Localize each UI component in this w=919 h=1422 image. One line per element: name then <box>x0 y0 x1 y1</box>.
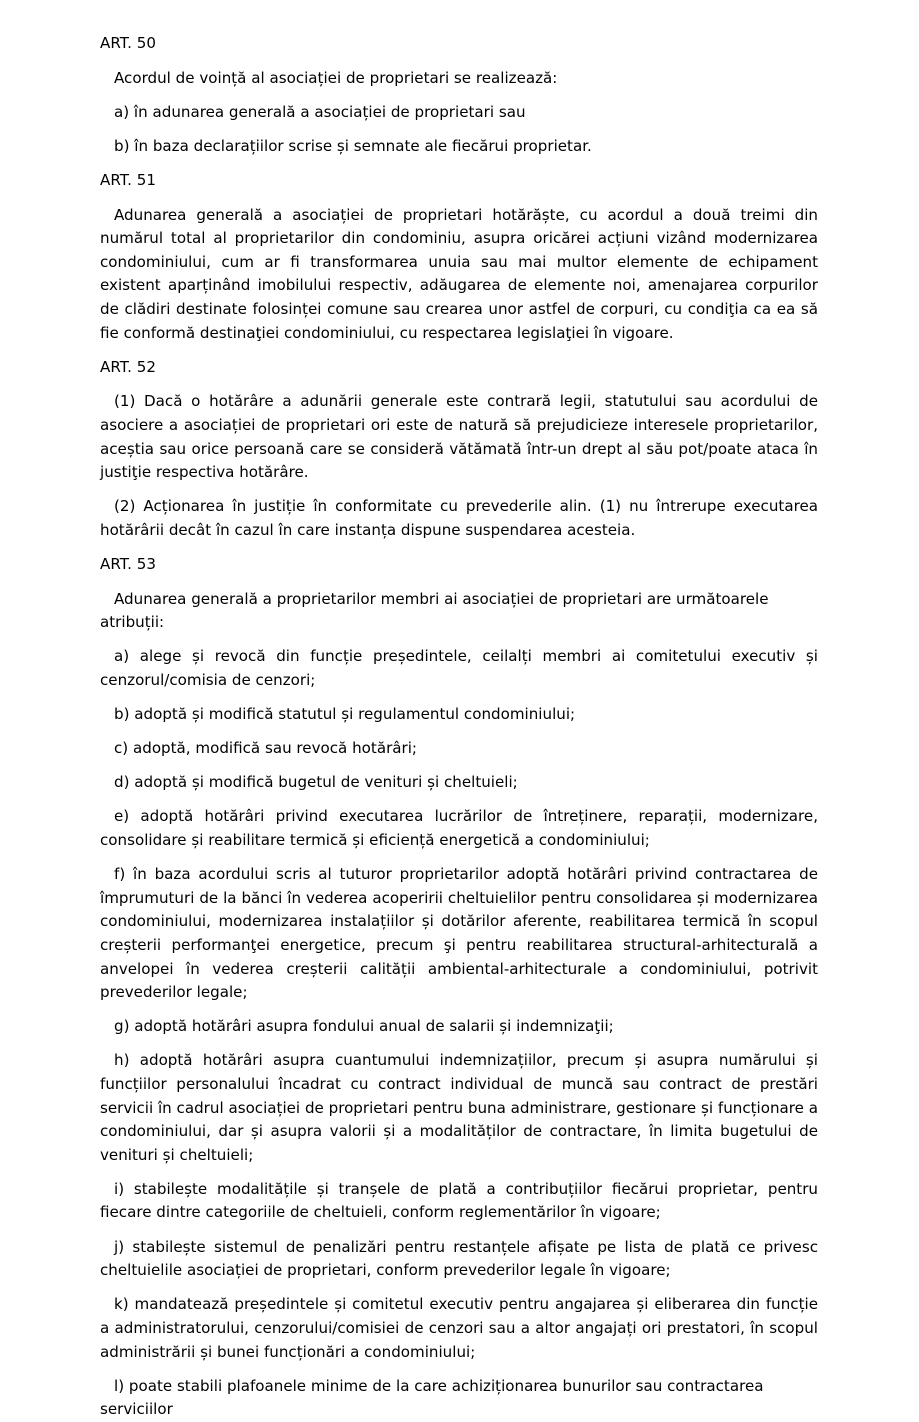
paragraph-art-53-item-f: f) în baza acordului scris al tuturor proprietarilor adoptă hotărâri privind contractarea de împrumuturi de la bănci în vederea acoperirii cheltuielilor pentru consolidarea și modernizarea condominiului, modernizarea instalațiilor și dotărilor aferente, reabilitarea termică în scopul creșterii performanţei energetice, precum şi pentru reabilitarea structural-arhitecturală a anvelopei în vederea creșterii calității ambiental-arhitecturale a condominiului, potrivit prevederilor legale; <box>100 865 818 1002</box>
article-heading-art-50: ART. 50 <box>100 34 156 52</box>
article-heading-art-52: ART. 52 <box>100 357 156 376</box>
paragraph-art-53-item-e: e) adoptă hotărâri privind executarea lucrărilor de întreținere, reparații, modernizare, consolidare și reabilitare termică și eficiență energetică a condominiului; <box>100 807 818 849</box>
paragraph-art-53-item-j: j) stabilește sistemul de penalizări pentru restanțele afișate pe lista de plată ce privesc cheltuielile asociației de proprietari, conform prevederilor legale în vigoare; <box>100 1237 818 1280</box>
paragraph-art-53-item-b: b) adoptă și modifică statutul și regulamentul condominiului; <box>114 705 576 724</box>
paragraph-art-52-alin-1: (1) Dacă o hotărâre a adunării generale este contrară legii, statutului sau acordului de asociere a asociației de proprietari ori este de natură să prejudicieze interesele proprietarilor, aceștia sau orice persoană care se consideră vătămată într-un drept al său pot/poate ataca în justiţie respectiva hotărâre. <box>100 392 818 482</box>
paragraph-art-50-intro: Acordul de voință al asociației de proprietari se realizează: <box>114 68 558 87</box>
article-heading-art-51: ART. 51 <box>100 170 156 189</box>
paragraph-art-51-body: Adunarea generală a asociației de proprietari hotărăște, cu acordul a două treimi din numărul total al proprietarilor din condominiu, asupra oricărei acțiuni vizând modernizarea condominiului, cum ar fi transformarea unuia sau mai multor elemente de echipament existent aparținând imobilului respectiv, adăugarea de elemente noi, amenajarea corpurilor de clădiri destinate folosinței comune sau crearea unor astfel de corpuri, cu condiţia ca ea să fie conformă destinaţiei condominiului, cu respectarea legislaţiei în vigoare. <box>100 205 818 342</box>
paragraph-art-50-item-b: b) în baza declarațiilor scrise și semnate ale fiecărui proprietar. <box>114 136 592 155</box>
article-heading-art-53: ART. 53 <box>100 554 156 573</box>
paragraph-art-53-item-l: l) poate stabili plafoanele minime de la care achiziționarea bunurilor sau contractarea serviciilor <box>100 1376 764 1419</box>
paragraph-art-52-alin-2: (2) Acționarea în justiție în conformitate cu prevederile alin. (1) nu întrerupe executarea hotărârii decât în cazul în care instanța dispune suspendarea acesteia. <box>100 497 818 539</box>
paragraph-art-50-item-a: a) în adunarea generală a asociației de proprietari sau <box>114 102 526 121</box>
paragraph-art-53-item-d: d) adoptă și modifică bugetul de venituri și cheltuieli; <box>114 773 518 792</box>
document-body <box>100 32 818 1422</box>
paragraph-art-53-item-a: a) alege și revocă din funcție președintele, ceilalți membri ai comitetului executiv și cenzorul/comisia de cenzori; <box>100 647 818 689</box>
paragraph-art-53-item-k: k) mandatează președintele și comitetul executiv pentru angajarea și eliberarea din funcție a administratorului, cenzorului/comisiei de cenzori sau a altor angajați ori prestatori, în scopul administrării și bunei funcționări a condominiului; <box>100 1295 818 1361</box>
paragraph-art-53-item-i: i) stabilește modalitățile și tranșele de plată a contribuțiilor fiecărui proprietar, pentru fiecare dintre categoriile de cheltuieli, conform reglementărilor în vigoare; <box>100 1179 818 1222</box>
paragraph-art-53-item-c: c) adoptă, modifică sau revocă hotărâri; <box>114 739 418 758</box>
paragraph-art-53-intro: Adunarea generală a proprietarilor membri ai asociației de proprietari are următoarele atribuții: <box>100 589 769 632</box>
paragraph-art-53-item-h: h) adoptă hotărâri asupra cuantumului indemnizațiilor, precum și asupra numărului și funcțiilor personalului încadrat cu contract individual de muncă sau contract de prestări servicii în cadrul asociației de proprietari pentru buna administrare, gestionare și funcționare a condominiului, dar și asupra valorii și a modalităților de contractare, în limita bugetului de venituri și cheltuieli; <box>100 1051 818 1164</box>
paragraph-art-53-item-g: g) adoptă hotărâri asupra fondului anual de salarii și indemnizaţii; <box>114 1017 614 1036</box>
